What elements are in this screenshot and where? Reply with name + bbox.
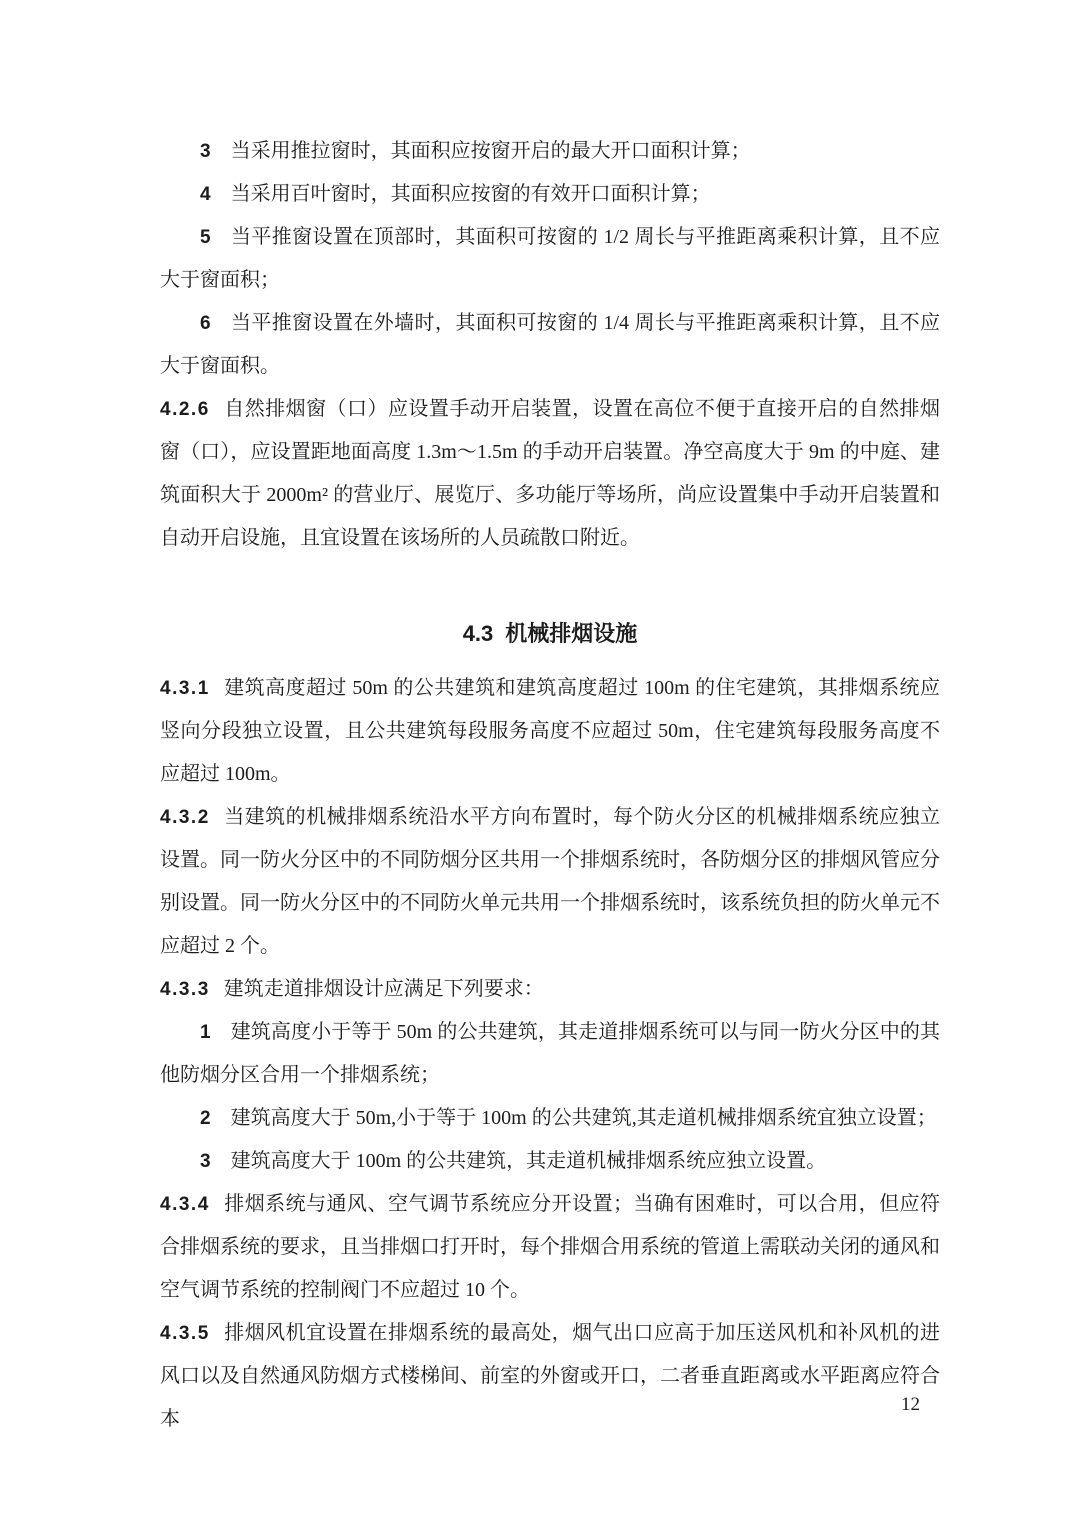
clause-number: 4.2.6 [160,399,210,420]
clause-number: 4.3.4 [160,1194,210,1215]
list-item-text: 当平推窗设置在顶部时，其面积可按窗的 1/2 周长与平推距离乘积计算，且不应大于窗面积； [160,226,940,291]
clause-4-3-5 [160,1312,940,1441]
section-heading-number: 4.3 [462,621,494,646]
list-item-433-3 [160,1140,940,1183]
list-item-6 [160,302,940,388]
clause-4-2-6 [160,388,940,560]
clause-text: 排烟风机宜设置在排烟系统的最高处，烟气出口应高于加压送风机和补风机的进风口以及自然通风防烟方式楼梯间、前室的外窗或开口，二者垂直距离或水平距离应符合本 [160,1322,940,1430]
list-item-3 [160,130,940,173]
list-item-text: 建筑高度大于 50m,小于等于 100m 的公共建筑,其走道机械排烟系统宜独立设置； [230,1107,937,1129]
clause-text: 自然排烟窗（口）应设置手动开启装置，设置在高位不便于直接开启的自然排烟窗（口），应设置距地面高度 1.3m～1.5m 的手动开启装置。净空高度大于 9m 的中庭、建筑面积大于 2000m² 的营业厅、展览厅、多功能厅等场所，尚应设置集中手动开启装置和自动开启设施，且宜设置在该场所的人员疏散口附近。 [160,398,940,549]
clause-number: 4.3.1 [160,678,210,699]
list-item-number: 6 [200,313,211,334]
list-item-number: 5 [200,227,211,248]
section-heading-title: 机械排烟设施 [505,621,638,646]
list-item-number: 2 [200,1108,211,1129]
clause-4-3-2 [160,796,940,968]
list-item-number: 3 [200,1151,211,1172]
list-item-text: 建筑高度大于 100m 的公共建筑，其走道机械排烟系统应独立设置。 [230,1150,827,1172]
clause-number: 4.3.2 [160,807,210,828]
list-item-text: 当采用推拉窗时，其面积应按窗开启的最大开口面积计算； [230,140,751,162]
clause-text: 建筑走道排烟设计应满足下列要求： [223,978,544,1000]
clause-text: 当建筑的机械排烟系统沿水平方向布置时，每个防火分区的机械排烟系统应独立设置。同一防火分区中的不同防烟分区共用一个排烟系统时，各防烟分区的排烟风管应分别设置。同一防火分区中的不同防火单元共用一个排烟系统时，该系统负担的防火单元不应超过 2 个。 [160,806,940,957]
list-item-number: 1 [200,1022,211,1043]
page-number: 12 [901,1394,920,1415]
clause-4-3-1 [160,667,940,796]
list-item-number: 3 [200,141,211,162]
clause-text: 排烟系统与通风、空气调节系统应分开设置；当确有困难时，可以合用，但应符合排烟系统的要求，且当排烟口打开时，每个排烟合用系统的管道上需联动关闭的通风和空气调节系统的控制阀门不应超过 10 个。 [160,1193,940,1301]
clause-number: 4.3.5 [160,1323,210,1344]
list-item-text: 当平推窗设置在外墙时，其面积可按窗的 1/4 周长与平推距离乘积计算，且不应大于窗面积。 [160,312,940,377]
section-heading-4-3 [160,612,940,655]
clause-4-3-4 [160,1183,940,1312]
list-item-text: 当采用百叶窗时，其面积应按窗的有效开口面积计算； [230,183,711,205]
document-body [160,130,940,1441]
list-item-433-2 [160,1097,940,1140]
list-item-5 [160,216,940,302]
clause-4-3-3 [160,968,940,1011]
list-item-number: 4 [200,184,211,205]
list-item-4 [160,173,940,216]
list-item-text: 建筑高度小于等于 50m 的公共建筑，其走道排烟系统可以与同一防火分区中的其他防烟分区合用一个排烟系统； [160,1021,940,1086]
clause-text: 建筑高度超过 50m 的公共建筑和建筑高度超过 100m 的住宅建筑，其排烟系统应竖向分段独立设置，且公共建筑每段服务高度不应超过 50m，住宅建筑每段服务高度不应超过 100m。 [160,677,940,785]
list-item-433-1 [160,1011,940,1097]
clause-number: 4.3.3 [160,979,210,1000]
